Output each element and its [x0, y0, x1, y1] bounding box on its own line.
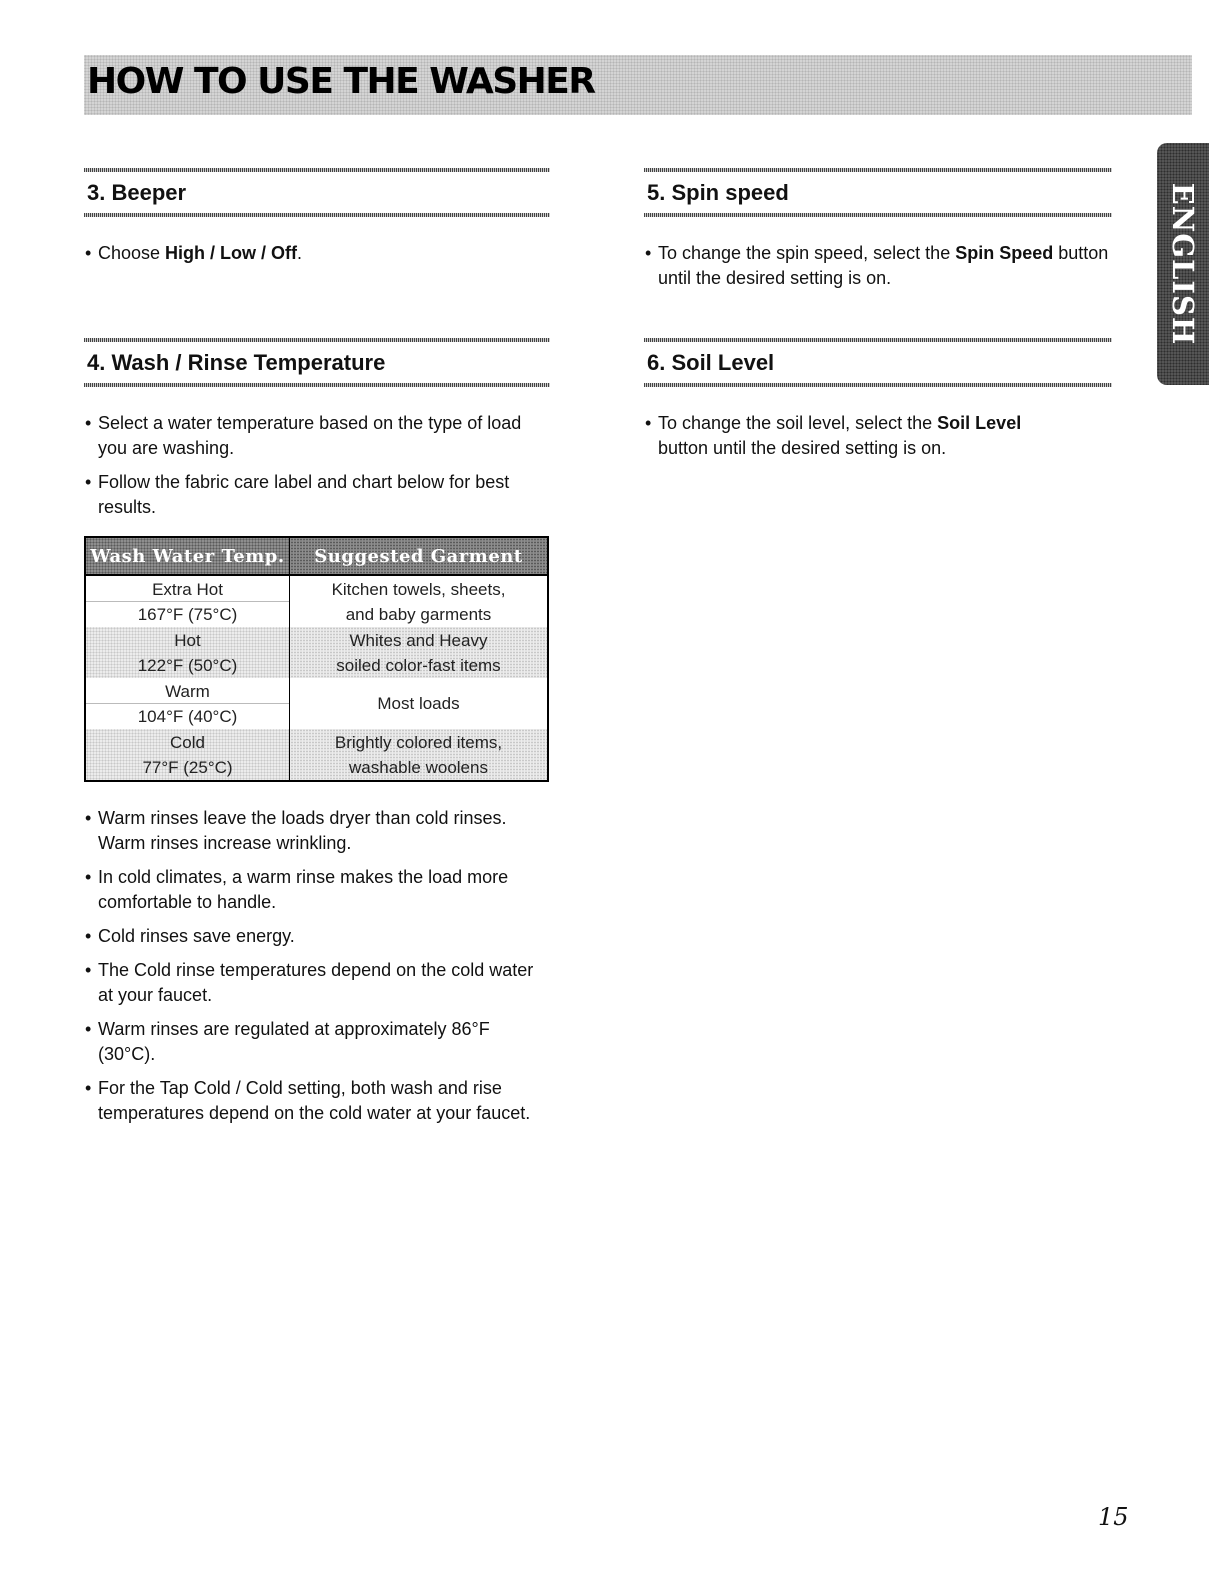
list-item: • To change the spin speed, select the Spin Speed button until the desired setting is on.	[644, 241, 1112, 291]
section-spin-speed	[644, 168, 1112, 300]
section-rule-top	[644, 168, 1112, 172]
table-cell-temp: Hot 122°F (50°C)	[85, 627, 290, 678]
bullet-list	[84, 411, 524, 520]
list-item: • To change the soil level, select the Soil Level button until the desired setting is on.	[644, 411, 1064, 461]
temperature-notes	[84, 806, 550, 1135]
table-header-row	[85, 537, 548, 575]
list-item: • Cold rinses save energy.	[84, 924, 544, 949]
section-title: 3. Beeper	[87, 180, 187, 205]
table-row	[85, 678, 548, 729]
list-item: • Choose High / Low / Off.	[84, 241, 550, 266]
list-item: • Warm rinses are regulated at approximately 86°F (30°C).	[84, 1017, 498, 1067]
column-header: Suggested Garment	[290, 537, 549, 575]
table-cell-garment: Brightly colored items, washable woolens	[290, 729, 549, 781]
section-rule-top	[644, 338, 1112, 342]
section-title: 5. Spin speed	[647, 180, 789, 205]
list-item: • Warm rinses leave the loads dryer than cold rinses. Warm rinses increase wrinkling.	[84, 806, 544, 856]
table-cell-garment: Kitchen towels, sheets, and baby garments	[290, 575, 549, 627]
table-row	[85, 575, 548, 627]
table-cell-garment: Most loads	[290, 678, 549, 729]
table-row	[85, 627, 548, 678]
language-tab-label: ENGLISH	[1166, 182, 1200, 346]
table-cell-temp: Extra Hot 167°F (75°C)	[85, 575, 290, 627]
list-item: • The Cold rinse temperatures depend on the cold water at your faucet.	[84, 958, 544, 1008]
bullet-list	[84, 241, 550, 266]
page-title: HOW TO USE THE WASHER	[87, 61, 595, 102]
table-row	[85, 729, 548, 781]
section-title: 6. Soil Level	[647, 350, 775, 375]
page-number: 15	[1098, 1503, 1129, 1531]
section-rule-bottom	[644, 383, 1112, 387]
section-soil-level	[644, 338, 1112, 470]
section-rule-bottom	[644, 213, 1112, 217]
list-item: • For the Tap Cold / Cold setting, both wash and rise temperatures depend on the cold water at your faucet.	[84, 1076, 544, 1126]
list-item: • In cold climates, a warm rinse makes the load more comfortable to handle.	[84, 865, 544, 915]
language-tab	[1157, 143, 1209, 385]
table-cell-temp: Warm 104°F (40°C)	[85, 678, 290, 729]
section-title: 4. Wash / Rinse Temperature	[87, 350, 386, 375]
section-rule-bottom	[84, 383, 550, 387]
wash-temperature-table	[84, 536, 549, 782]
list-item: • Follow the fabric care label and chart below for best results.	[84, 470, 524, 520]
section-rule-top	[84, 338, 550, 342]
bullet-list	[644, 241, 1112, 291]
section-rule-bottom	[84, 213, 550, 217]
table-cell-garment: Whites and Heavy soiled color-fast items	[290, 627, 549, 678]
section-beeper	[84, 168, 550, 275]
bullet-list	[84, 806, 544, 1126]
table-cell-temp: Cold 77°F (25°C)	[85, 729, 290, 781]
section-temperature	[84, 338, 550, 529]
section-rule-top	[84, 168, 550, 172]
column-header: Wash Water Temp.	[85, 537, 290, 575]
bullet-list	[644, 411, 1064, 461]
header-banner	[84, 55, 1192, 115]
list-item: • Select a water temperature based on the type of load you are washing.	[84, 411, 524, 461]
